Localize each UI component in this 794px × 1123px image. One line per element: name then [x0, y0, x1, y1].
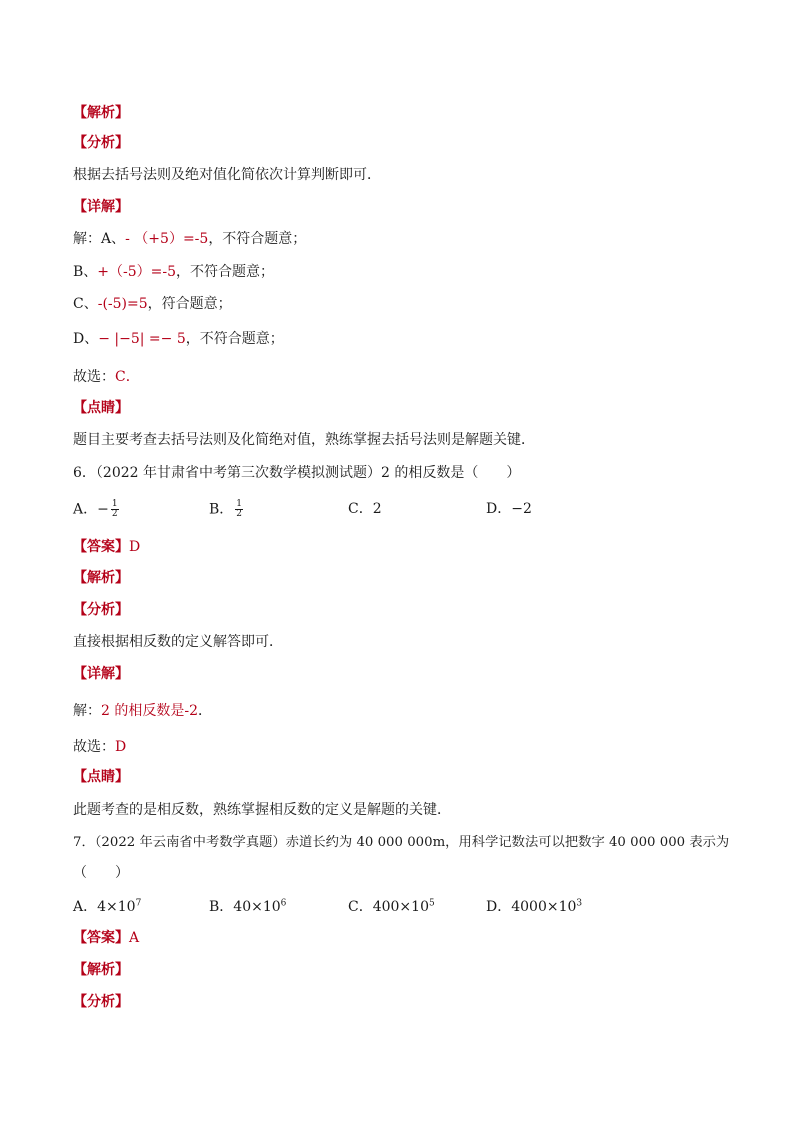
q7-option-c: C．$400\times 10^5$: [348, 898, 435, 915]
q7-section-tag-analysis: 【解析】: [73, 962, 129, 978]
q6-section-tag-comment: 【点睛】: [73, 769, 129, 785]
q6-option-d: D．−2: [486, 501, 532, 517]
solution-line-d: D、− |−5| =− 5，不符合题意；: [73, 331, 284, 347]
solution-line-b: B、+（-5）=-5，不符合题意；: [73, 264, 275, 280]
q6-section-tag-analysis: 【解析】: [73, 570, 129, 586]
reasoning-text: 根据去括号法则及绝对值化简依次计算判断即可．: [73, 167, 381, 183]
q7-answer: 【答案】A: [73, 930, 140, 946]
q7-option-a: A．$4\times 10^7$: [73, 898, 142, 915]
solution-line-a: 解：A、- （+5）=-5，不符合题意；: [73, 231, 307, 247]
question-6-stem: 6．（2022 年甘肃省中考第三次数学模拟测试题）2 的相反数是（ ）: [73, 465, 521, 481]
q6-answer: 【答案】D: [73, 539, 141, 555]
q6-option-c: C．2: [348, 501, 382, 517]
question-7-stem: 7．（2022 年云南省中考数学真题）赤道长约为 40 000 000m，用科学记数法可以把数字 40 000 000 表示为: [73, 835, 730, 850]
q6-reasoning-text: 直接根据相反数的定义解答即可．: [73, 634, 283, 650]
q6-section-tag-reasoning: 【分析】: [73, 602, 129, 618]
q7-option-d: D．$4000\times 10^3$: [486, 898, 583, 915]
q6-choice: 故选：D: [73, 739, 127, 755]
comment-text: 题目主要考查去括号法则及化简绝对值，熟练掌握去括号法则是解题关键．: [73, 432, 535, 448]
q6-solution: 解：2 的相反数是-2．: [73, 703, 212, 719]
q6-option-b: B． $\frac{1}{2}$: [209, 499, 243, 519]
section-tag-analysis: 【解析】: [73, 105, 129, 121]
section-tag-reasoning: 【分析】: [73, 135, 129, 151]
q6-section-tag-detail: 【详解】: [73, 666, 129, 682]
q7-option-b: B．$40\times 10^6$: [209, 898, 287, 915]
solution-line-c: C、-(-5)=5，符合题意；: [73, 296, 232, 312]
section-tag-comment: 【点睛】: [73, 400, 129, 416]
q6-option-a: A．− $\frac{1}{2}$: [73, 499, 118, 519]
q7-section-tag-reasoning: 【分析】: [73, 994, 129, 1010]
q6-comment-text: 此题考查的是相反数，熟练掌握相反数的定义是解题的关键．: [73, 802, 451, 818]
choice-line: 故选：C．: [73, 369, 140, 385]
section-tag-detail: 【详解】: [73, 199, 129, 215]
question-7-stem-cont: （ ）: [73, 865, 129, 881]
